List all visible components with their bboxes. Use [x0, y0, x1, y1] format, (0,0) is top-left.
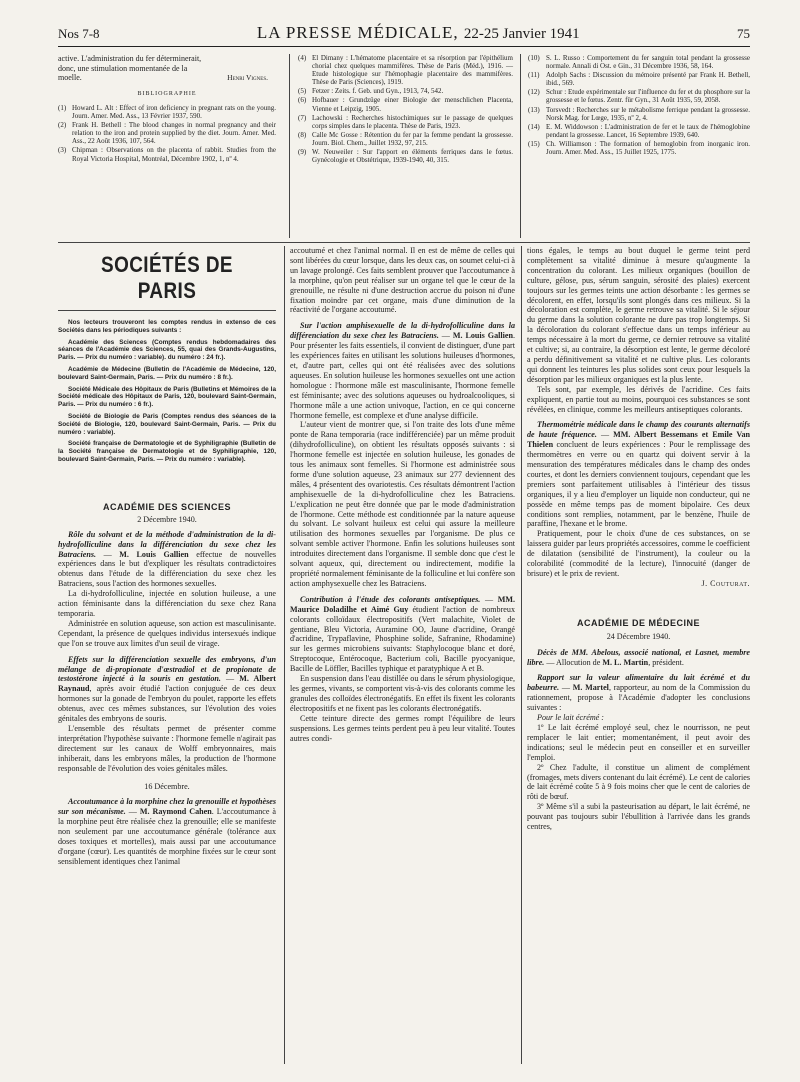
page-header — [58, 20, 750, 47]
article-text: Pour le lait écrémé : — [537, 713, 604, 723]
article-text: tions égales, le temps au bout duquel le germe teint perd complètement sa vitalité diminue à mesure qu'augmente la concentration du colorant. Les milieux organiques (bouillon de culture, gélose, pus, sérum sanguin, sérosité des plaies) exercent toujours sur les germes teints une action désorbante : les germes se décolorent, en effet, lorsqu'ils sont plongés dans ces milieux. Si la décoloration est complète, le germe retrouve sa vitalité. Si le séjour du germe dans la solution colorante ne dure pas trop longtemps. Si la décoloration du colorant s'effectue dans un temps inférieur au temps nécessaire à la mort du germe, ce dernier retrouve sa vitalité et cultive; si, au contraire, la désorption est lente, le germe décoloré a perdu définitivement sa vitalité et ne cultive plus. Les colorants qui donnent les teintures les plus solides sont ceux pour lesquels la désorption par les milieux organiques est la plus lente. — [527, 246, 750, 384]
article-text: 1º Le lait écrémé employé seul, chez le nourrisson, ne peut remplacer le lait entier; momentanément, il peut avoir des indications; seul le médecin peut en conseiller et en surveiller l'emploi. — [527, 722, 750, 762]
column-rule — [521, 246, 522, 1064]
bib-entry: (12) Schur : Etude expérimentale sur l'influence du fer et du phosphore sur la grossesse et le fœtus. Zentr. für Gyn., 31 Août 1935, 59, 2058. — [528, 88, 750, 105]
article-title: Thermométrie médicale dans le champ des courants alternatifs de haute fréquence. — [527, 420, 750, 440]
article-title: Décès de MM. Abelous, associé national, et Lasnet, membre libre. — [527, 647, 750, 667]
journal-title — [257, 23, 580, 46]
bib-entry: (3) Chipman : Observations on the placenta of rabbit. Studies from the Royal Victoria Hospital, Montréal, Décembre 1902, 1, nº 4. — [58, 146, 276, 163]
article-text: — Allocution de — [546, 657, 603, 667]
article-text: Pratiquement, pour le choix d'une de ces substances, on se laissera guider par leurs propriétés accessoires, comme le coefficient de dilatation (sensibilité de l'instrument), la couleur ou la colorabilité (commodité de la lecture), l'innocuité (danger de brisure) et le prix de revient. — [527, 529, 750, 578]
section-date: 2 Décembre 1940. — [137, 514, 197, 524]
article-title: Rapport sur la valeur alimentaire du lait écrémé et du babeurre. — [527, 673, 750, 693]
author-signature: Henri Vignes. — [227, 72, 268, 82]
article-author: M. Raymond Cahen — [139, 807, 212, 817]
bib-entry: (5) Fetzer : Zeits. f. Geb. und Gyn., 1913, 74, 542. — [298, 87, 444, 96]
text-line: donc, une stimulation momentanée de la — [58, 63, 188, 73]
bib-entry: (1) Howard L. Alt : Effect of iron deficiency in pregnant rats on the young. Journ. Amer. Med. Ass., 13 Février 1937, 590. — [58, 103, 276, 121]
title-rule — [58, 310, 276, 311]
article-block: Rôle du solvant et de la méthode d'administration de la di-hydrofolliculine dans la différenciation du sexe chez les Batraciens. — M. Louis Gallien effectue de nouvelles expériences dans le but d'expliquer les résultats contradictoires obtenus dans l'étude de la différenciation du sexe chez les Batraciens, sous l'action des hormones sexuelles. La di-hydrofolliculine, injectée en solution huileuse, a une action féminisante dans la différenciation du sexe chez Rana temporaria. Administrée en solution aqueuse, son action est masculinisante. Cependant, la présence de quelques individus intersexués indique que l'on se trouve aux limites d'un seuil de virage. Effets sur la différenciation sexuelle des embryons, d'un mélange de di-propionate d'œstradiol et de propionate de testostérone injecté à la souris en gestation. — M. Albert Raynaud, après avoir étudié l'action conjuguée de ces deux hormones sur la gonade de l'embryon du poulet, rapporte les effets obtenus, avec ces mêmes substances, sur l'évolution des voies génitales des embryons de souris. L'ensemble des résultats permet de présenter comme interprétation l'hypothèse suivante : l'hormone femelle n'agirait pas directement sur les canaux de Wolff embryonnaires, mais inhiberait, dans les embryons mâles, la production de l'hormone responsable de l'évolution des voies génitales mâles. 16 Décembre. Accoutumance à la morphine chez la grenouille et hypothèses sur son mécanisme. — M. Raymond Cahen. L'accoutumance à la morphine peut être réalisée chez la grenouille; elle se manifeste non seulement par une accoutumance générale (tolérance aux doses toxiques et mortelles), mais aussi par une accoutumance d'organe (cœur). Les quantités de morphine fixées sur le cœur sont sensiblement identiques chez l'animal — [58, 529, 277, 866]
column-rule — [289, 54, 290, 238]
article-author: M. Louis Gallien — [119, 549, 189, 559]
left-column — [58, 246, 276, 867]
article-text: étudient l'action de nombreux colorants colloïdaux électropositifs (Vert malachite, Violet de gentiane, Bleu Victoria, Auramine OO, Jaune d'acridine, Orangé d'acridine, Trypaflavine, Phosphine solide, Safranine, Rhodamine) sur les germes microbiens suivants: Staphylocoque blanc et doré, Streptocoque, Entérocoque, Bacterium coli, Bacille pyocyanique, Bacille de Löffler, Bacilles typhique et paratyphique A et B. — [290, 604, 515, 674]
article-text: effectue de nouvelles expériences dans le but d'expliquer les résultats contradictoires obtenus dans l'étude de la différenciation du sexe chez les Batraciens, sous l'action des hormones sexuelles. — [58, 549, 276, 589]
article-title: Accoutumance à la morphine chez la grenouille et hypothèses sur son mécanisme. — [58, 797, 276, 817]
article-text: L'ensemble des résultats permet de présenter comme interprétation l'hypothèse suivante : l'hormone femelle n'agirait pas directement sur les canaux de Wolff embryonnaires, mais inhiberait, dans les embryons mâles, la production de l'hormone responsable de l'évolution des voies génitales mâles. — [58, 723, 276, 773]
article-author: M. Louis Gallien — [452, 331, 513, 341]
top-column-3 — [528, 54, 750, 157]
article-title: Contribution à l'étude des colorants antiseptiques. — [300, 594, 481, 604]
bib-entry: (6) Hofbauer : Grundzüge einer Biologie der menschlichen Placenta, Vienne et Leipzig, 1905. — [298, 96, 513, 113]
bib-entry: (4) El Dimany : L'hématome placentaire et sa résorption par l'épithélium chorial chez quelques mammifères. Thèse de Paris (Méd.), 1916. — Etude histologique sur l'hémophagie placentaire des mammifères. Thèse de Paris (Sciences), 1919. — [298, 54, 513, 87]
text-line: active. L'administration du fer déterminerait, — [58, 54, 202, 63]
section-title-academie-medecine: ACADÉMIE DE MÉDECINE — [576, 617, 700, 628]
column-rule — [284, 246, 285, 1064]
article-title: Rôle du solvant et de la méthode d'administration de la di-hydrofolliculine dans la différenciation du sexe chez les Batraciens. — [58, 529, 276, 559]
article-text: . Pour présenter les faits essentiels, il convient de distinguer, d'une part les expériences faites en utilisant les solutions huileuses d'hormones, et, d'autre part, celles qui ont été réalisées avec des solutions aqueuses. En solution huileuse les hormones sexuelles ont une action homologue : l'hormone mâle est masculinisante, l'hormone femelle est féminisante; avec des solutions aqueuses ou hydroalcooliques, si l'hormone mâle a une action univoque, l'action, en ce qui concerne l'hormone femelle, est complexe et d'une analyse difficile. — [290, 331, 516, 420]
bib-entry: (13) Torsvedt : Recherches sur le métabolisme ferrique pendant la grossesse. Norsk Mag. for Lœge, 1935, nº 2, 4. — [528, 105, 750, 122]
societes-ref: Société française de Dermatologie et de Syphiligraphie (Bulletin de la Société française de Dermatologie et de Syphiligraphie, 120, boulevard Saint-Germain, Paris. — Prix du numéro : variable). — [58, 440, 276, 463]
societes-intro: Nos lecteurs trouveront les comptes rendus in extenso de ces Sociétés dans les périodiques suivants : — [58, 319, 276, 334]
bib-entry: (11) Adolph Sachs : Discussion du mémoire présenté par Frank H. Bethell, ibid., 569. — [528, 71, 750, 88]
article-text: accoutumé et chez l'animal normal. Il en est de même de celles qui sont libérées du cœur lorsque, dans les deux cas, on soumet celui-ci à un lavage prolongé. Ces faits semblent prouver que l'accoutumance à la morphine, qu'on peut réaliser sur un organe tel que le cœur de la grenouille, ne résulte ni d'une destruction accrue du poison ni d'une fixation moindre par cet organe, mais d'une diminution de la réactivité de l'organe accoutumé. — [290, 246, 515, 315]
article-title: Effets sur la différenciation sexuelle des embryons, d'un mélange de di-propionate d'œstradiol et de propionate de testostérone injecté à la souris en gestation. — [58, 654, 276, 684]
article-text: En suspension dans l'eau distillée ou dans le sérum physiologique, les germes, vivants, se comportent vis-à-vis des colorants comme les granules des colloïdes électronégatifs. En effet ils fixent les colorants électropositifs et ne fixent pas les colorants électronégatifs. — [290, 674, 515, 713]
section-title-academie-sciences: ACADÉMIE DES SCIENCES — [102, 501, 232, 512]
column-rule — [520, 54, 521, 238]
bib-entry: (7) Lachowski : Recherches histochimiques sur le passage de quelques corps simples dans le placenta. Thèse de Paris, 1923. — [298, 113, 513, 130]
article-text: 3º Même s'il a subi la pasteurisation au départ, le lait écrémé, ne pouvant pas toujours subir l'ébullition à l'arrivée dans les grands centres, — [527, 802, 750, 832]
issue-date: 22-25 Janvier 1941 — [463, 26, 580, 42]
article-author: M. Albert Raynaud — [58, 674, 276, 694]
bib-entry: (8) Calle Mc Gosse : Rétention du fer par la femme pendant la grossesse. Journ. Biol. Chem., Juillet 1932, 97, 215. — [298, 130, 513, 147]
article-text: 2º Chez l'adulte, il constitue un aliment de complément (fromages, mets divers contenant du lait écrémé). Le cent de calories de lait écrémé coûte 5 à 9 fois moins cher que le cent de calories de rôti de bœuf. — [527, 762, 750, 802]
article-text: , rapporteur, au nom de la Commission du rationnement, propose à l'Académie d'adopter les conclusions suivantes : — [527, 683, 751, 713]
bib-entry: (10) S. L. Russo : Comportement du fer sanguin total pendant la grossesse normale. Annali di Ost. e Gin., 31 Décembre 1936, 58, 164. — [528, 54, 750, 71]
right-column: tions égales, le temps au bout duquel le germe teint perd complètement sa vitalité diminue à mesure qu'augmente la concentration du colorant. Les milieux organiques (bouillon de culture, gélose, pus, sérum sanguin, sérosité des plaies) exercent toujours sur les germes teints une action désorbante : les germes se décolorent, en effet, lorsqu'ils sont plongés dans ces milieux. Si la décoloration est complète, le germe retrouve sa vitalité. Si le séjour du germe dans la solution colorante ne dure pas trop longtemps. Si la décoloration du colorant s'effectue dans un temps inférieur au temps nécessaire à la mort du germe, ce dernier retrouve sa vitalité et cultive; si, au contraire, la désorption est lente, le germe décoloré a perdu définitivement sa vitalité et ne cultive plus. Les colorants qui donnent les teintures les plus solides sont ceux pour lesquels la désorption par les milieux organiques est la plus lente. Tels sont, par exemple, les dérivés de l'acridine. Ces faits expliquent, en partie tout au moins, pourquoi ces substances se sont révélées, en clinique, comme les meilleurs antiseptiques colorants. Thermométrie médicale dans le champ des courants alternatifs de haute fréquence. — MM. Albert Bessemans et Emile Van Thielen concluent de leurs expériences : Pour le remplissage des thermomètres en verre ou en quartz qui doivent servir à la mensuration des températures médicales dans le champ des ondes courtes, et dont les derniers conviennent toujours, cependant que les premiers sont parfaitement utilisables à l'intérieur des tissus organiques, il y a lieu d'employer un liquide non conducteur, qui ne possède en même temps pas de moment bipolaire. Ces deux conditions sont remplies, notamment, par le benzène, l'huile de paraffine, l'hexane et le brome. Pratiquement, pour le choix d'une de ces substances, on se laissera guider par leurs propriétés accessoires, comme le coefficient de dilatation (sensibilité de l'instrument), la couleur ou la colorabilité (commodité de la lecture), l'innocuité (danger de brisure) et le prix de revient. J. Couturat. ACADÉMIE DE MÉDECINE 24 Décembre 1940. Décès de MM. Abelous, associé national, et Lasnet, membre libre. — Allocution de M. L. Martin, président. Rapport sur la valeur alimentaire du lait écrémé et du babeurre. — M. Martel, rapporteur, au nom de la Commission du rationnement, propose à l'Académie d'adopter les conclusions suivantes : Pour le lait écrémé : 1º Le lait écrémé employé seul, chez le nourrisson, ne peut remplacer le lait entier; momentanément, il peut avoir des indications; seul le médecin peut en conseiller et en surveiller l'emploi. 2º Chez l'adulte, il constitue un aliment de complément (fromages, mets divers contenant du lait écrémé). Le cent de calories de lait écrémé coûte 5 à 9 fois moins cher que le cent de calories de rôti de bœuf. 3º Même s'il a subi la pasteurisation au départ, le lait écrémé, ne pouvant pas toujours subir l'ébullition à l'arrivée dans les grands centres, — [527, 246, 751, 832]
article-author: MM. Maurice Doladilhe et Aimé Guy — [290, 594, 515, 614]
section-rule — [58, 242, 750, 243]
article-text: Tels sont, par exemple, les dérivés de l'acridine. Ces faits expliquent, en partie tout au moins, pourquoi ces substances se sont révélées, en clinique, comme les meilleurs antiseptiques colorants. — [527, 384, 750, 414]
section-date: 24 Décembre 1940. — [606, 631, 671, 641]
top-column-2 — [298, 54, 513, 165]
top-column-1 — [58, 54, 276, 164]
societes-ref: Académie des Sciences (Comptes rendus hebdomadaires des séances de l'Académie des Sciences, 55, quai des Grands-Augustins, Paris. — Prix du numéro : variable). du numéro : 24 fr.). — [58, 338, 276, 362]
text-line: moelle. — [58, 73, 82, 83]
article-text: concluent de leurs expériences : Pour le remplissage des thermomètres en verre ou en quartz qui doivent servir à la mensuration des températures médicales dans le champ des ondes courtes, et dont les derniers conviennent toujours, cependant que les premiers sont parfaitement utilisables à l'intérieur des tissus organiques, il y a lieu d'employer un liquide non conducteur, qui ne possède en même temps pas de moment bipolaire. Ces deux conditions sont remplies, notamment, par le benzène, l'huile de paraffine, l'hexane et le brome. — [527, 440, 750, 529]
bibliography-title: BIBLIOGRAPHIE — [137, 90, 197, 97]
article-author: M. L. Martin — [602, 657, 649, 667]
societes-ref: Académie de Médecine (Bulletin de l'Académie de Médecine, 120, boulevard Saint-Germain, Paris. — Prix du numéro : 8 fr.). — [58, 365, 276, 381]
middle-column: accoutumé et chez l'animal normal. Il en est de même de celles qui sont libérées du cœur lorsque, dans les deux cas, on soumet celui-ci à un lavage prolongé. Ces faits semblent prouver que l'accoutumance à la morphine, qu'on peut réaliser sur un organe tel que le cœur de la grenouille, ne résulte ni d'une destruction accrue du poison ni d'une fixation moindre par cet organe, mais d'une diminution de la réactivité de l'organe accoutumé. Sur l'action amphisexuelle de la di-hydrofolliculine dans la différenciation du sexe chez les Batraciens. — M. Louis Gallien. Pour présenter les faits essentiels, il convient de distinguer, d'une part les expériences faites en utilisant les solutions huileuses d'hormones, et, d'autre part, celles qui ont été réalisées avec des solutions aqueuses. En solution huileuse les hormones sexuelles ont une action homologue : l'hormone mâle est masculinisante, l'hormone femelle est féminisante; avec des solutions aqueuses ou hydroalcooliques, si l'hormone mâle a une action univoque, l'action, en ce qui concerne l'hormone femelle, est complexe et d'une analyse difficile. L'auteur vient de montrer que, si l'on traite des lots d'une même ponte de Rana temporaria (race indifférenciée) par un même produit (dihydrofolliculine), on obtient les résultats opposés suivants : si l'hormone femelle est injectée en solution huileuse, les gonades de tous les animaux sont femelles. Si l'hormone est administrée sous forme d'une solution aqueuse, 23 animaux sur 277 deviennent des mâles, 4 présentent des ovariotestis. Ces résultats démontrent l'action amphisexuelle de la di-hydrofolliculine chez les Batraciens. L'explication ne peut être donnée que par le mode d'administration de l'hormone. Cette méthode est conditionnée par la nature aqueuse du solvant. Le solvant huileux est celui qui assure la meilleure utilisation des hormones sexuelles par l'organisme. De plus ce solvant semble activer l'hormone. Enfin les solutions huileuses sont introduites directement dans l'organisme. Il semble donc que c'est le solvant aqueux, qui, directement ou indirectement, modifie la propriété normalement féminisante de la folliculine et lui confère son action amphysexuelle chez les Batraciens. Contribution à l'étude des colorants antiseptiques. — MM. Maurice Doladilhe et Aimé Guy étudient l'action de nombreux colorants colloïdaux électropositifs (Vert malachite, Violet de gentiane, Bleu Victoria, Auramine OO, Jaune d'acridine, Orangé d'acridine, Trypaflavine, Phosphine solide, Safranine, Rhodamine) sur les germes microbiens suivants: Staphylocoque blanc et doré, Streptocoque, Entérocoque, Bacterium coli, Bacille pyocyanique, Bacille de Löffler, Bacilles typhique et paratyphique A et B. En suspension dans l'eau distillée ou dans le sérum physiologique, les germes, vivants, se comportent vis-à-vis des colorants comme les granules des colloïdes électronégatifs. En effet ils fixent les colorants électropositifs et ne fixent pas les colorants électronégatifs. Cette teinture directe des germes rompt l'équilibre de leurs suspensions. Les germes teints perdent peu à peu leur vitalité. Toutes autres condi- — [290, 246, 516, 743]
article-text: Cette teinture directe des germes rompt l'équilibre de leurs suspensions. Les germes teints perdent peu à peu leur vitalité. Toutes autres condi- — [290, 713, 515, 743]
section-date: 16 Décembre. — [144, 781, 190, 791]
article-text: . L'accoutumance à la morphine peut être réalisée chez la grenouille; elle se manifeste non seulement par une accoutumance générale (tolérance aux doses toxiques et mortelles), mais aussi par une accoutumance d'organe (cœur). Les quantités de morphine fixées sur le cœur sont sensiblement identiques chez l'animal — [58, 807, 277, 866]
bib-entry: (2) Frank H. Bethell : The blood changes in normal pregnancy and their relation to the iron and protein supplied by the diet. Journ. Amer. Med. Ass., 22 Août 1936, 107, 564. — [58, 121, 276, 146]
societes-ref: Société Médicale des Hôpitaux de Paris (Bulletins et Mémoires de la Société médicale des Hôpitaux de Paris, 120, boulevard Saint-Germain, Paris. — Prix du numéro : 6 fr.). — [58, 385, 276, 409]
article-text: , après avoir étudié l'action conjuguée de ces deux hormones sur la gonade de l'embryon du poulet, rapporte les effets obtenus, avec ces mêmes substances, sur l'évolution des voies génitales des embryons de souris. — [58, 684, 276, 724]
bib-entry: (15) Ch. Williamson : The formation of hemoglobin from inorganic iron. Journ. Amer. Med. Ass., 15 Juillet 1925, 1775. — [528, 139, 750, 157]
article-text: Administrée en solution aqueuse, son action est masculinisante. Cependant, la présence de quelques individus intersexués indique que l'on se trouve aux limites d'un seuil de virage. — [58, 618, 276, 648]
bib-entry: (9) W. Neuweiler : Sur l'apport en éléments ferriques dans le fœtus. Gynécologie et Obstétrique, 1939-1940, 40, 315. — [298, 148, 513, 165]
article-author: M. Martel — [572, 683, 609, 693]
author-signature: J. Couturat. — [701, 578, 750, 588]
societes-ref: Société de Biologie de Paris (Comptes rendus des séances de la Société de Biologie, 120, boulevard Saint-Germain, Paris. — Prix du numéro : variable). — [58, 412, 276, 436]
article-text: L'auteur vient de montrer que, si l'on traite des lots d'une même ponte de Rana temporaria (race indifférenciée) par un même produit (dihydrofolliculine), on obtient les résultats opposés suivants : si l'hormone femelle est injectée en solution huileuse, les gonades de tous les animaux sont femelles. Si l'hormone est administrée sous forme d'une solution aqueuse, 23 animaux sur 277 deviennent des mâles, 4 présentent des ovariotestis. Ces résultats démontrent l'action amphisexuelle de la di-hydrofolliculine chez les Batraciens. L'explication ne peut être donnée que par le mode d'administration de l'hormone. Cette méthode est conditionnée par la nature aqueuse du solvant. Le solvant huileux est celui qui assure la meilleure utilisation des hormones sexuelles par l'organisme. De plus ce solvant semble activer l'hormone. Enfin les solutions huileuses sont introduites directement dans l'organisme. Il semble donc que c'est le solvant aqueux, qui, directement ou indirectement, modifie la propriété normalement féminisante de la folliculine et lui confère son action amphysexuelle chez les Batraciens. — [290, 420, 515, 588]
societes-intro-block — [58, 319, 276, 464]
article-text: , président. — [648, 657, 684, 667]
bib-entry: (14) E. M. Widdowson : L'administration de fer et le taux de l'hémoglobine pendant la grossesse. Lancet, 16 Septembre 1939, 640. — [528, 122, 750, 139]
article-text: La di-hydrofolliculine, injectée en solution huileuse, a une action féminisante dans la différenciation du sexe chez Rana temporaria. — [58, 589, 276, 618]
article-title: Sur l'action amphisexuelle de la di-hydrofolliculine dans la différenciation du sexe chez les Batraciens. — [290, 321, 515, 341]
article-author: MM. Albert Bessemans et Emile Van Thielen — [527, 430, 750, 450]
journal-name: LA PRESSE MÉDICALE, — [256, 23, 459, 42]
issue-number: Nos 7-8 — [58, 26, 100, 41]
page-number: 75 — [737, 26, 750, 41]
section-title-societes: SOCIÉTÉS DE PARIS — [101, 252, 233, 303]
